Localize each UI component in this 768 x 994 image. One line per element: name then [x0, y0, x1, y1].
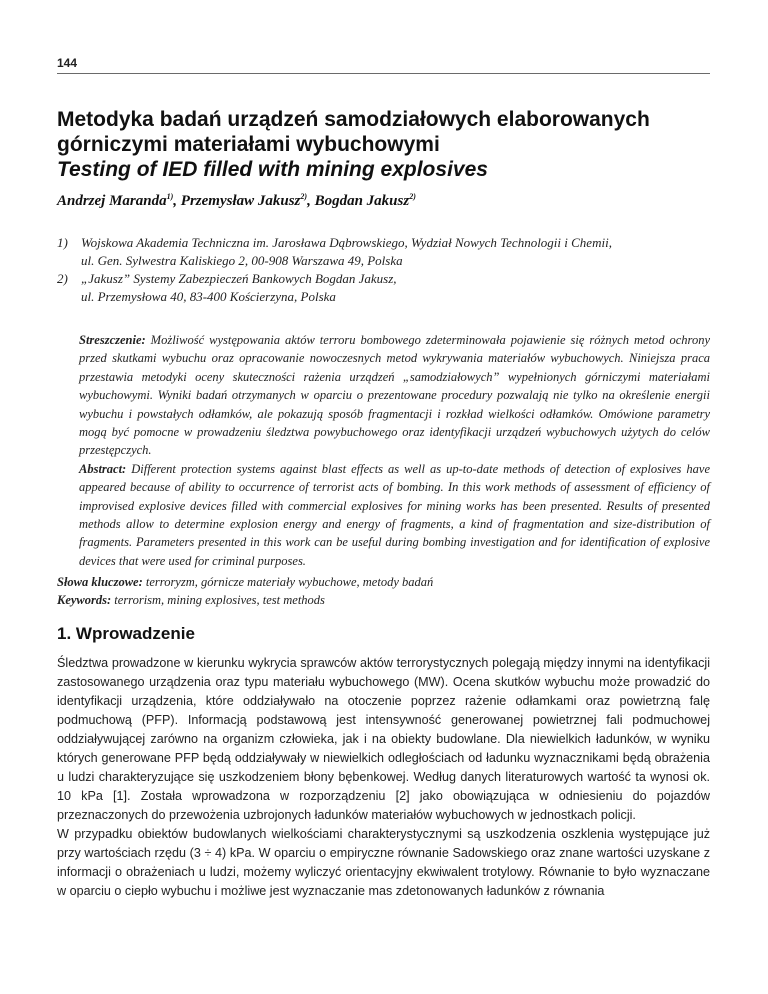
- affiliation-number: 2): [57, 271, 68, 286]
- author-affiliation-marker: 1): [166, 192, 174, 201]
- author-name: Andrzej Maranda: [57, 193, 167, 209]
- keywords-polish: [57, 573, 717, 591]
- title-polish-line-1: Metodyka badań urządzeń samodziałowych elaborowanych: [57, 108, 650, 131]
- author-list: [57, 193, 416, 210]
- affiliation-line: „Jakusz” Systemy Zabezpieczeń Bankowych Bogdan Jakusz,: [81, 271, 397, 286]
- affiliation-item: [57, 234, 717, 270]
- body-paragraph: W przypadku obiektów budowlanych wielkościami charakterystycznymi są uszkodzenia oszklenia występujące już przy wartościach rzędu (3 ÷ 4) kPa. W oparciu o empiryczne równanie Sadowskiego oraz znane wartości uzyskane z informacji o obrażeniach u ludzi, możemy wyliczyć orientacyjny ekwiwalent trotylowy. Równanie to było wyznaczane w oparciu o ciepło wybuchu i możliwe jest wyznaczanie mas zdetonowanych ładunków z równania: [57, 827, 710, 898]
- paper-title: [57, 107, 717, 182]
- author-name: Bogdan Jakusz: [314, 193, 410, 209]
- affiliation-line: ul. Przemysłowa 40, 83-400 Kościerzyna, Polska: [81, 289, 336, 304]
- author-affiliation-marker: 2): [409, 192, 416, 201]
- affiliation-list: [57, 234, 717, 306]
- keywords-block: [57, 573, 717, 609]
- author-affiliation-marker: 2): [300, 192, 308, 201]
- abstract-english-text: Different protection systems against blast effects as well as up-to-date methods of detection of explosives have appeared because of ability to occurrence of terrorist acts of bombing. In this work methods of assessment of efficiency of improvised explosive devices filled with commercial explosives for mining works has been presented. Results of presented methods allow to determine explosion energy and energy of fragments, a kind of fragmentation and size-distribution of fragments. Parameters presented in this work can be useful during bombing investigation and for identification of explosive devices that were used for criminal purposes.: [79, 461, 710, 568]
- keywords-polish-text: terroryzm, górnicze materiały wybuchowe, metody badań: [145, 575, 434, 589]
- page-number: 144: [57, 56, 78, 70]
- keywords-english: [57, 591, 717, 609]
- author-separator: ,: [173, 193, 181, 209]
- section-body: [57, 654, 710, 901]
- abstract-polish-text: Możliwość występowania aktów terroru bombowego zdeterminowała pojawienie się różnych metod ochrony przed skutkami wybuchu oraz opracowanie nowoczesnych metod wykrywania materiałów wybuchowych. Niniejsza praca przestawia metodyki oceny skuteczności rażenia urządzeń „samodziałowych” wypełnionych górniczymi materiałami wybuchowymi. Wyniki badań otrzymanych w oparciu o prezentowane procedury pozwalają nie tylko na określenie energii wybuchu i powstałych odłamków, ale pokazują sposób fragmentacji i rozkład wielkości odłamków. Omówione parametry mogą być pomocne w prowadzeniu śledztwa powybuchowego oraz identyfikacji urządzeń wybuchowych użytych do celów przestępczych.: [79, 333, 711, 458]
- abstract-block: [79, 331, 710, 570]
- section-heading: 1. Wprowadzenie: [57, 624, 195, 643]
- title-english: Testing of IED filled with mining explosives: [57, 158, 488, 181]
- author-name: Przemysław Jakusz: [180, 193, 301, 209]
- body-paragraph: Śledztwa prowadzone w kierunku wykrycia sprawców aktów terrorystycznych polegają między innymi na identyfikacji zastosowanego urządzenia oraz typu materiału wybuchowego (MW). Ocena skutków wybuchu może prowadzić do identyfikacji urządzenia, które oddziaływało na otoczenie poprzez rażenie odłamkami oraz powietrzną falę podmuchową (PFP). Informacją podstawową jest intensywność generowanej powietrznej fali podmuchowej oddziaływującej zarówno na organizm człowieka, jak i na obiekty budowlane. Dla niewielkich ładunków, w wyniku których generowane PFP będą oddziaływały w niewielkich odległościach od ładunku wyznacznikami będą obrażenia u ludzi charakteryzujące się uszkodzeniem błony bębenkowej. Według danych literaturowych wartość ta wynosi ok. 10 kPa [1]. Została wprowadzona w rozporządzeniu [2] jako obowiązująca w odniesieniu do pojazdów przeznaczonych do przewożenia uzbrojonych ładunków materiałów wybuchowych w jednostkach policji.: [57, 656, 710, 822]
- affiliation-item: [57, 270, 717, 306]
- title-polish-line-2: górniczymi materiałami wybuchowymi: [57, 133, 440, 156]
- affiliation-number: 1): [57, 235, 68, 250]
- keywords-english-text: terrorism, mining explosives, test methods: [114, 593, 325, 607]
- abstract-english: [79, 460, 710, 570]
- keywords-polish-label: Słowa kluczowe:: [57, 575, 143, 589]
- keywords-english-label: Keywords:: [57, 593, 112, 607]
- abstract-polish-label: Streszczenie:: [79, 333, 146, 347]
- affiliation-line: Wojskowa Akademia Techniczna im. Jarosława Dąbrowskiego, Wydział Nowych Technologii i Chemii,: [81, 235, 612, 250]
- author-separator: ,: [307, 193, 315, 209]
- abstract-english-label: Abstract:: [79, 461, 127, 476]
- affiliation-line: ul. Gen. Sylwestra Kaliskiego 2, 00-908 Warszawa 49, Polska: [81, 253, 403, 268]
- header-divider: [57, 73, 710, 74]
- abstract-polish: [79, 331, 710, 460]
